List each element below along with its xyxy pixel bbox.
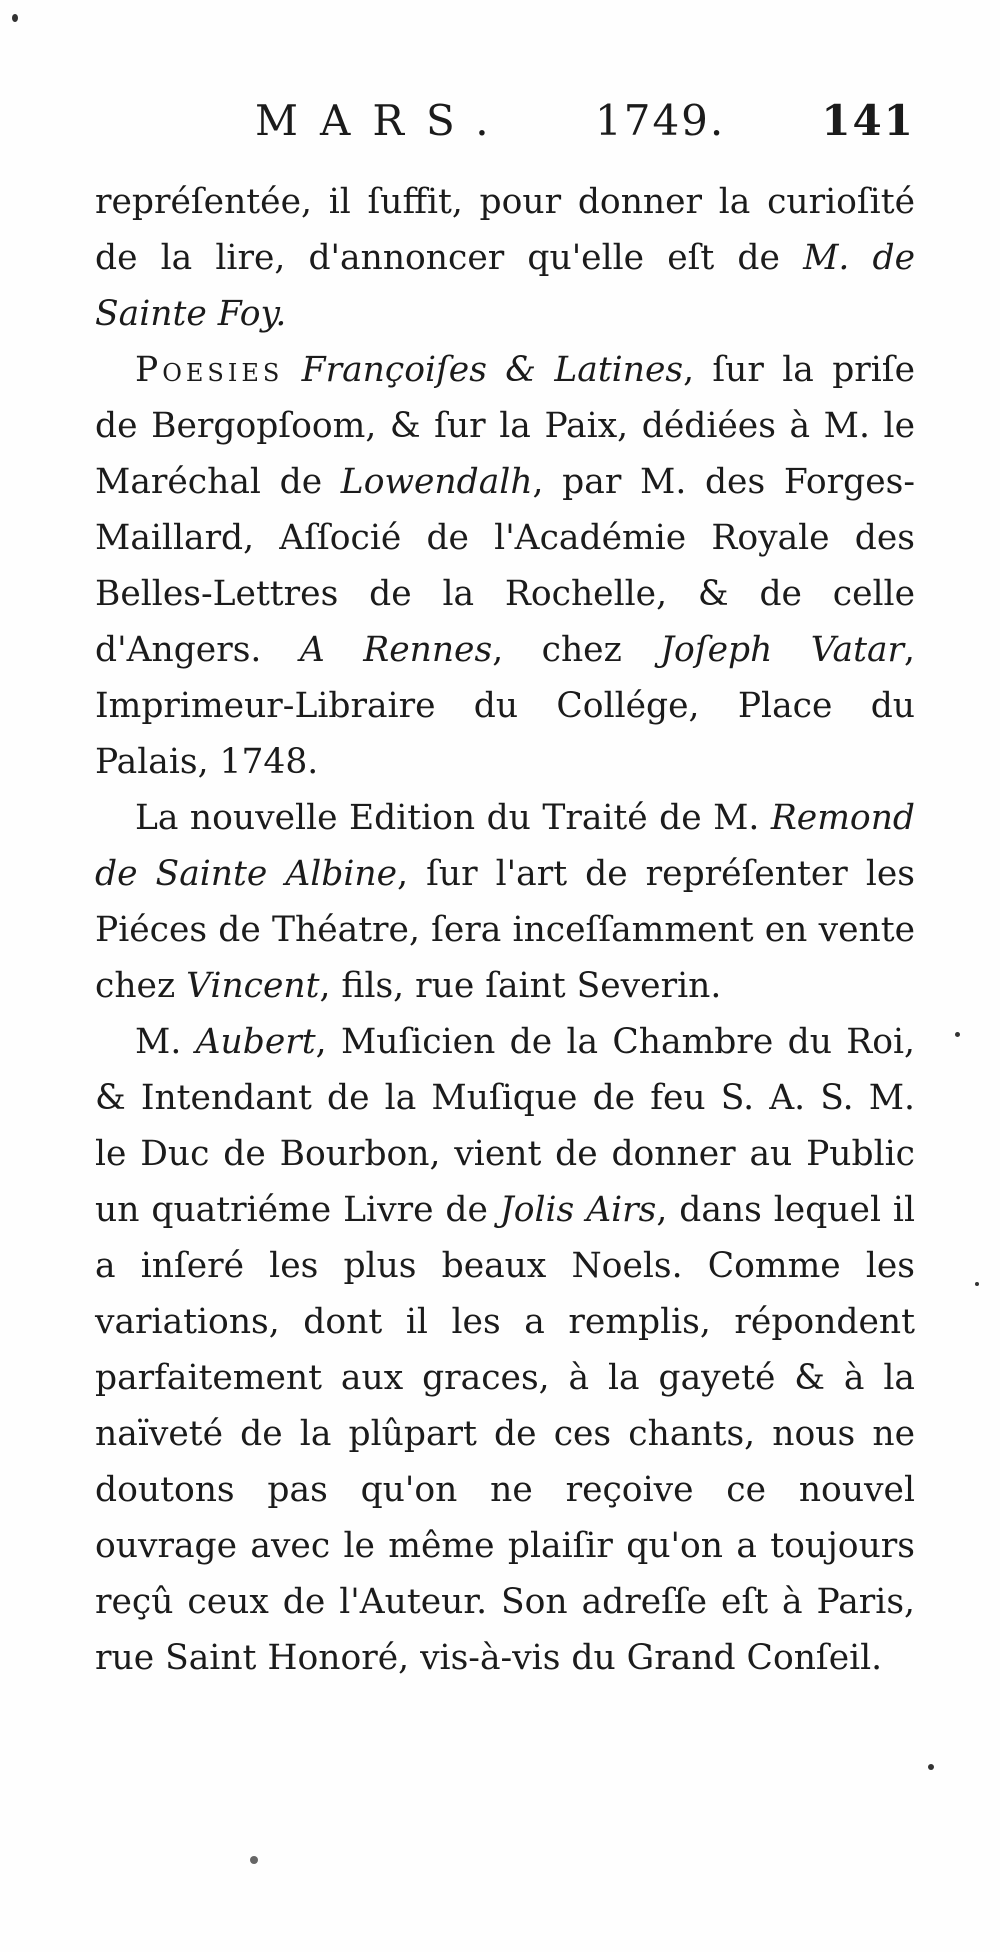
text-run: , Muſicien de la Chambre du Roi, & Intendant de la Muſique de feu S. A. S. M. le Duc de Bourbon, vient de donner au Public un quatriéme Livre de [95, 1022, 916, 1230]
italic-run: Jolis Airs [499, 1190, 657, 1230]
ink-speck [928, 1764, 934, 1770]
text-run: , ſur la priſe de Bergopſoom, & ſur la Paix, dédiées à M. le Maréchal de [95, 350, 915, 502]
text-run: , Imprimeur-Libraire du Collége, Place du Palais, 1748. [95, 630, 915, 782]
text-run: , fils, rue ſaint Severin. [319, 966, 722, 1006]
italic-run: M. de Sainte Foy. [95, 238, 915, 334]
paragraph-poesies [95, 342, 915, 790]
ink-speck [975, 1282, 979, 1286]
italic-run: Lowendalh [340, 462, 533, 502]
text-run: La nouvelle Edition du Traité de M. [135, 798, 771, 838]
text-run: , par M. des Forges-Maillard, Aſſocié de l'Académie Royale des Belles-Lettres de la Rochelle, & de celle d'Angers. [95, 462, 915, 670]
header-year: 1749. [595, 96, 726, 145]
italic-run: Vincent [186, 966, 320, 1006]
smallcaps-run: Poesies [135, 350, 284, 390]
ink-speck [12, 14, 18, 22]
italic-run: Joſeph Vatar [660, 630, 905, 670]
text-run: , chez [492, 630, 661, 670]
paragraph-continuation [95, 174, 915, 342]
italic-run: Françoiſes & Latines [301, 350, 684, 390]
text-run [283, 350, 301, 390]
ink-speck [250, 1856, 258, 1864]
paragraph-nouvelle-edition [95, 790, 915, 1014]
italic-run: Aubert [195, 1022, 316, 1062]
text-run: repréſentée, il ſuffit, pour donner la curioſité de la lire, d'annoncer qu'elle eſt de [95, 182, 915, 278]
text-run: , ſur l'art de repréſenter les Piéces de Théatre, ſera inceſſamment en vente chez [95, 854, 915, 1006]
italic-run: Remond de Sainte Albine [95, 798, 915, 894]
text-run: , dans lequel il a inſeré les plus beaux Noels. Comme les variations, dont il les a remplis, répondent parfaitement aux graces, à la gayeté & à la naïveté de la plûpart de ces chants, nous ne doutons pas qu'on ne reçoive ce nouvel ouvrage avec le même plaiſir qu'on a toujours reçû ceux de l'Auteur. Son adreſſe eſt à Paris, rue Saint Honoré, vis-à-vis du Grand Conſeil. [95, 1190, 915, 1678]
header-month: MARS. [255, 96, 511, 145]
page-number: 141 [821, 96, 915, 145]
ink-speck [955, 1032, 960, 1037]
italic-run: A Rennes [299, 630, 493, 670]
body-text [95, 174, 915, 1686]
running-header [95, 96, 915, 166]
paragraph-aubert [95, 1014, 915, 1686]
text-run: M. [135, 1022, 196, 1062]
